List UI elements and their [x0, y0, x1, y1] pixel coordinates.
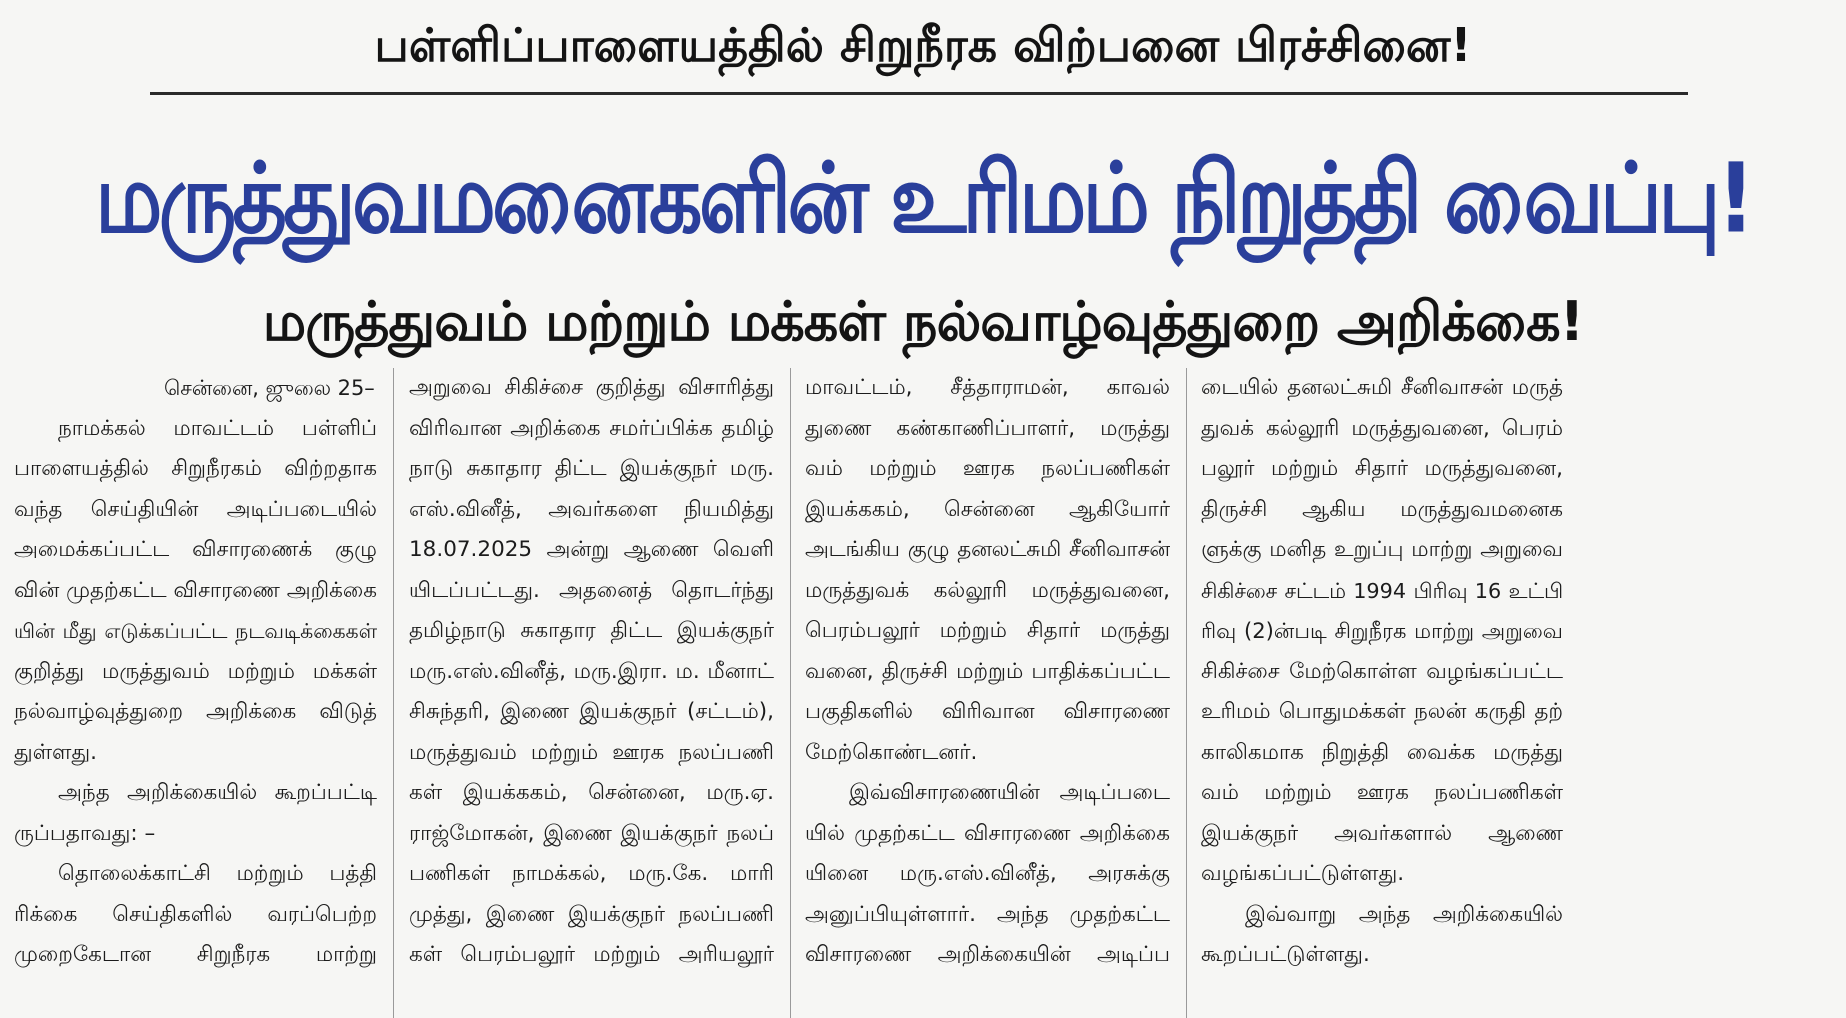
- text-line: வந்த செய்தியின் அடிப்படையில்: [14, 496, 377, 522]
- text-line: எஸ்.வினீத், அவர்களை நியமித்து: [409, 496, 774, 522]
- text-line: மருத்துவக் கல்லூரி மருத்துவனை,: [805, 577, 1170, 603]
- text-line: இவ்வாறு அந்த அறிக்கையில்: [1245, 901, 1563, 927]
- kicker-underline-rule: [150, 92, 1688, 95]
- text-line: வம் மற்றும் ஊரக நலப்பணிகள்: [805, 456, 1170, 481]
- text-line: கூறப்பட்டுள்ளது.: [1201, 942, 1370, 967]
- text-line: யில் முதற்கட்ட விசாரணை அறிக்கை: [805, 820, 1170, 846]
- text-line: சிகிச்சை மேற்கொள்ள வழங்கப்பட்ட: [1201, 658, 1563, 684]
- text-line: தொலைக்காட்சி மற்றும் பத்தி: [58, 861, 377, 886]
- paragraph: [14, 773, 377, 854]
- paragraph: [14, 854, 377, 976]
- text-line: விரிவான அறிக்கை சமர்ப்பிக்க தமிழ்: [409, 415, 774, 441]
- text-line: திருச்சி ஆகிய மருத்துவமனைக: [1201, 496, 1563, 522]
- article-column-4: [1201, 368, 1563, 1018]
- dateline: சென்னை, ஜுலை 25–: [164, 376, 375, 400]
- text-line: வழங்கப்பட்டுள்ளது.: [1201, 861, 1405, 886]
- text-line: இவ்விசாரணையின் அடிப்படை: [849, 780, 1170, 805]
- main-headline: மருத்துவமனைகளின் உரிமம் நிறுத்தி வைப்பு!: [94, 141, 1752, 255]
- text-line: அனுப்பியுள்ளார். அந்த முதற்கட்ட: [805, 901, 1170, 927]
- text-line: வம் மற்றும் ஊரக நலப்பணிகள்: [1201, 780, 1563, 805]
- text-line: மரு.எஸ்.வினீத், மரு.இரா. ம. மீனாட்: [409, 658, 774, 684]
- text-line: உரிமம் பொதுமக்கள் நலன் கருதி தற்: [1201, 699, 1563, 724]
- text-line: நாமக்கல் மாவட்டம் பள்ளிப்: [58, 415, 377, 441]
- dateline-paragraph: [14, 368, 377, 409]
- text-line: ரிவு (2)ன்படி சிறுநீரக மாற்று அறுவை: [1201, 618, 1563, 643]
- article-column-3: [805, 368, 1170, 1018]
- text-line: முத்து, இணை இயக்குநர் நலப்பணி: [409, 901, 774, 927]
- text-line: இயக்குநர் அவர்களால் ஆணை: [1201, 820, 1563, 846]
- text-line: பெரம்பலூர் மற்றும் சிதார் மருத்து: [805, 618, 1170, 643]
- text-line: ருப்பதாவது: –: [14, 820, 156, 846]
- paragraph: [1201, 895, 1563, 976]
- paragraph: [14, 409, 377, 774]
- text-line: பாளையத்தில் சிறுநீரகம் விற்றதாக: [14, 456, 377, 481]
- kicker-headline: பள்ளிப்பாளையத்தில் சிறுநீரக விற்பனை பிரச்சினை!: [374, 18, 1472, 72]
- article-column-1: [14, 368, 377, 1018]
- text-line: மருத்துவம் மற்றும் ஊரக நலப்பணி: [409, 739, 774, 765]
- text-line: அமைக்கப்பட்ட விசாரணைக் குழு: [14, 537, 377, 562]
- article-column-2: [409, 368, 774, 1018]
- text-line: மேற்கொண்டனர்.: [805, 739, 978, 765]
- text-line: பணிகள் நாமக்கல், மரு.கே. மாரி: [409, 861, 774, 886]
- sub-headline: மருத்துவம் மற்றும் மக்கள் நல்வாழ்வுத்துறை அறிக்கை!: [262, 290, 1584, 353]
- text-line: துவக் கல்லூரி மருத்துவனை, பெரம்: [1201, 415, 1563, 441]
- text-line: பகுதிகளில் விரிவான விசாரணை: [805, 699, 1170, 724]
- text-line: மாவட்டம், சீத்தாராமன், காவல்: [805, 375, 1170, 400]
- paragraph: [805, 368, 1170, 773]
- text-line: நல்வாழ்வுத்துறை அறிக்கை விடுத்: [14, 699, 377, 724]
- text-line: அடங்கிய குழு தனலட்சுமி சீனிவாசன்: [805, 537, 1170, 562]
- text-line: சிகிச்சை சட்டம் 1994 பிரிவு 16 உட்பி: [1201, 578, 1563, 603]
- text-line: துணை கண்காணிப்பாளர், மருத்து: [805, 415, 1170, 441]
- text-line: வின் முதற்கட்ட விசாரணை அறிக்கை: [14, 577, 377, 603]
- text-line: 18.07.2025 அன்று ஆணை வெளி: [409, 537, 774, 562]
- text-line: கள் இயக்ககம், சென்னை, மரு.ஏ.: [409, 780, 774, 805]
- paragraph: [1201, 368, 1563, 895]
- column-divider: [790, 368, 791, 1018]
- text-line: யிடப்பட்டது. அதனைத் தொடர்ந்து: [409, 577, 774, 603]
- text-line: நாடு சுகாதார திட்ட இயக்குநர் மரு.: [409, 456, 774, 481]
- text-line: தமிழ்நாடு சுகாதார திட்ட இயக்குநர்: [409, 618, 774, 643]
- column-divider: [393, 368, 394, 1018]
- text-line: ராஜ்மோகன், இணை இயக்குநர் நலப்: [409, 820, 774, 846]
- text-line: குறித்து மருத்துவம் மற்றும் மக்கள்: [14, 658, 377, 684]
- text-line: காலிகமாக நிறுத்தி வைக்க மருத்து: [1201, 739, 1563, 765]
- text-line: அந்த அறிக்கையில் கூறப்பட்டி: [58, 780, 377, 805]
- text-line: ரிக்கை செய்திகளில் வரப்பெற்ற: [14, 901, 377, 927]
- text-line: துள்ளது.: [14, 739, 97, 765]
- text-line: பலூர் மற்றும் சிதார் மருத்துவனை,: [1201, 456, 1563, 481]
- column-divider: [1186, 368, 1187, 1018]
- paragraph: [409, 368, 774, 976]
- text-line: கள் பெரம்பலூர் மற்றும் அரியலூர்: [409, 942, 774, 967]
- text-line: யினை மரு.எஸ்.வினீத், அரசுக்கு: [805, 861, 1170, 886]
- text-line: முறைகேடான சிறுநீரக மாற்று: [14, 942, 377, 967]
- text-line: சிசுந்தரி, இணை இயக்குநர் (சட்டம்),: [409, 699, 774, 724]
- text-line: அறுவை சிகிச்சை குறித்து விசாரித்து: [409, 375, 774, 400]
- text-line: இயக்ககம், சென்னை ஆகியோர்: [805, 496, 1170, 522]
- text-line: விசாரணை அறிக்கையின் அடிப்ப: [805, 942, 1170, 967]
- text-line: யின் மீது எடுக்கப்பட்ட நடவடிக்கைகள்: [14, 619, 377, 643]
- text-line: டையில் தனலட்சுமி சீனிவாசன் மருத்: [1201, 375, 1563, 400]
- paragraph: [805, 773, 1170, 976]
- text-line: வனை, திருச்சி மற்றும் பாதிக்கப்பட்ட: [805, 658, 1170, 684]
- text-line: ளுக்கு மனித உறுப்பு மாற்று அறுவை: [1201, 537, 1563, 562]
- article-body: [14, 368, 1838, 1018]
